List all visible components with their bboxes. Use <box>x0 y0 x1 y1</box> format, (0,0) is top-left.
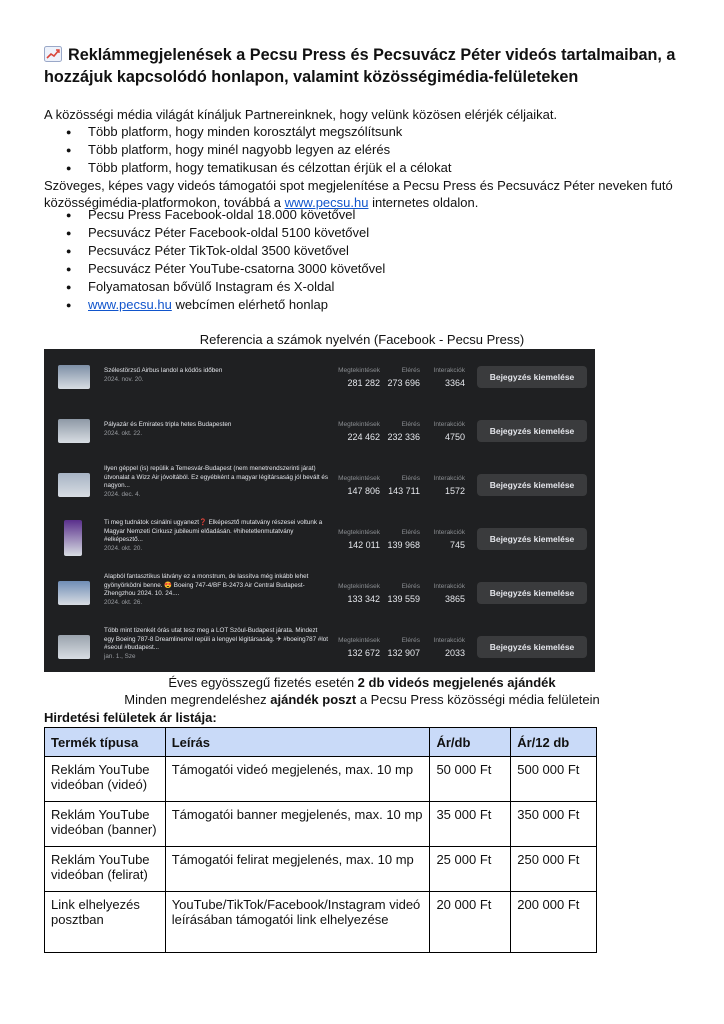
table-cell: 20 000 Ft <box>430 892 511 953</box>
post-row <box>44 565 595 619</box>
page-title <box>44 44 694 88</box>
table-cell: Link elhelyezés posztban <box>45 892 166 953</box>
boost-post-button[interactable]: Bejegyzés kiemelése <box>477 474 587 496</box>
column-header: Termék típusa <box>45 728 166 757</box>
website-suffix: webcímen elérhető honlap <box>171 297 328 312</box>
reach-stat: Elérés 139 559 <box>387 583 420 604</box>
table-cell: Támogatói videó megjelenés, max. 10 mp <box>165 757 430 802</box>
list-item: ● Több platform, hogy tematikusan és célzottan érjük el a célokat <box>44 159 451 177</box>
table-cell: 200 000 Ft <box>511 892 597 953</box>
website-link[interactable]: www.pecsu.hu <box>284 195 369 210</box>
table-cell: Reklám YouTube videóban (felirat) <box>45 847 166 892</box>
boost-post-button[interactable]: Bejegyzés kiemelése <box>477 420 587 442</box>
post-date: 2024. okt. 20. <box>104 544 143 552</box>
post-thumbnail <box>58 419 90 443</box>
boost-post-button[interactable]: Bejegyzés kiemelése <box>477 636 587 658</box>
views-stat: Megtekintések 281 282 <box>338 367 380 388</box>
post-row <box>44 349 595 403</box>
table-cell: Reklám YouTube videóban (banner) <box>45 802 166 847</box>
table-cell: 250 000 Ft <box>511 847 597 892</box>
table-row <box>45 757 597 802</box>
interactions-stat: Interakciók 3865 <box>433 583 465 604</box>
list-item: ● Több platform, hogy minden korosztályt megszólítsunk <box>44 123 451 141</box>
interactions-stat: Interakciók 2033 <box>433 637 465 658</box>
platforms-list <box>44 206 385 314</box>
boost-post-button[interactable]: Bejegyzés kiemelése <box>477 528 587 550</box>
column-header: Ár/db <box>430 728 511 757</box>
post-thumbnail <box>58 581 90 605</box>
post-row <box>44 403 595 457</box>
list-item: ● Pecsuvácz Péter Facebook-oldal 5100 követővel <box>44 224 385 242</box>
sponsor-text-end: internetes oldalon. <box>368 195 479 210</box>
table-row <box>45 802 597 847</box>
table-header-row <box>45 728 597 757</box>
table-cell: Támogatói banner megjelenés, max. 10 mp <box>165 802 430 847</box>
table-cell: 500 000 Ft <box>511 757 597 802</box>
reach-stat: Elérés 273 696 <box>387 367 420 388</box>
post-text: Alapból fantasztikus látvány ez a monstrum, de lassítva még inkább lehet gyönyörködni benne. 😍 Boeing 747-4/BF B-2473 Air Central Budapest-Zhengzhou 2024. 10. 24.... 2024. okt. 26. <box>104 573 309 606</box>
reach-stat: Elérés 232 336 <box>387 421 420 442</box>
table-cell: Támogatói felirat megjelenés, max. 10 mp <box>165 847 430 892</box>
post-date: 2024. nov. 20. <box>104 375 144 383</box>
table-row <box>45 847 597 892</box>
reach-stat: Elérés 143 711 <box>388 475 420 496</box>
table-cell: YouTube/TikTok/Facebook/Instagram videó leírásában támogatói link elhelyezése <box>165 892 430 953</box>
table-cell: 50 000 Ft <box>430 757 511 802</box>
post-thumbnail <box>58 365 90 389</box>
views-stat: Megtekintések 147 806 <box>338 475 380 496</box>
post-date: 2024. okt. 26. <box>104 598 143 606</box>
facebook-insights-panel <box>44 349 595 672</box>
post-text: Több mint tizenkét órás utat tesz meg a LOT Szöul-Budapest járata. Mindezt egy Boeing 787-8 Dreamlinerrel repüli a lengyel légitársaság. ✈ #boeing787 #lot #seoul #budapest... jan. 1., Sze <box>104 627 329 660</box>
price-list-title: Hirdetési felületek ár listája: <box>44 710 217 725</box>
column-header: Ár/12 db <box>511 728 597 757</box>
views-stat: Megtekintések 132 672 <box>338 637 380 658</box>
post-thumbnail <box>64 520 82 556</box>
reference-caption: Referencia a számok nyelvén (Facebook - Pecsu Press) <box>199 332 525 347</box>
post-text: Pályazár és Emirates tripla hetes Budapesten 2024. okt. 22. <box>104 421 232 437</box>
reach-stat: Elérés 139 968 <box>387 529 420 550</box>
sponsor-text: Szöveges, képes vagy videós támogatói spot megjelenítése a Pecsu Press és Pecsuvácz Péter neveken futó közösségimédia-platformokon, továbbá a <box>44 178 673 210</box>
annual-gift-note: Éves egyösszegű fizetés esetén 2 db videós megjelenés ajándék <box>168 675 556 690</box>
list-item <box>44 296 385 314</box>
post-row <box>44 457 595 511</box>
page-title-text: Reklámmegjelenések a Pecsu Press és Pecsuvácz Péter videós tartalmaiban, a hozzájuk kapcsolódó honlapon, valamint közösségimédia-felületeken <box>44 46 676 86</box>
table-row <box>45 892 597 953</box>
post-thumbnail <box>58 473 90 497</box>
list-item: ● Pecsu Press Facebook-oldal 18.000 követővel <box>44 206 385 224</box>
gift-highlight: ajándék poszt <box>270 692 357 707</box>
views-stat: Megtekintések 224 462 <box>338 421 380 442</box>
interactions-stat: Interakciók 4750 <box>433 421 465 442</box>
table-cell: 350 000 Ft <box>511 802 597 847</box>
website-link[interactable]: www.pecsu.hu <box>88 297 172 312</box>
post-text: Ilyen géppel (is) repülik a Temesvár-Budapest (nem menetrendszerinti járat) útvonalat a Wizz Air jóvoltából. Ez egyébként a magyar légitársaság jól bevált és nagyon... 2024. dec. 4. <box>104 465 329 498</box>
table-cell: 25 000 Ft <box>430 847 511 892</box>
post-thumbnail <box>58 635 90 659</box>
interactions-stat: Interakciók 745 <box>433 529 465 550</box>
post-date: jan. 1., Sze <box>104 652 136 660</box>
interactions-stat: Interakciók 3364 <box>433 367 465 388</box>
intro-text: A közösségi média világát kínáljuk Partnereinknek, hogy velünk közösen elérjék céljaikat. <box>44 107 558 122</box>
post-row <box>44 511 595 565</box>
views-stat: Megtekintések 142 011 <box>338 529 380 550</box>
gift-highlight: 2 db videós megjelenés ajándék <box>357 675 556 690</box>
list-item: ● Pecsuvácz Péter YouTube-csatorna 3000 követővel <box>44 260 385 278</box>
post-row <box>44 619 595 673</box>
column-header: Leírás <box>165 728 430 757</box>
chart-increasing-icon <box>44 46 62 62</box>
list-item: ● Folyamatosan bővülő Instagram és X-oldal <box>44 278 385 296</box>
post-text: Ti meg tudnátok csinálni ugyanezt❓ Elképesztő mutatvány részesei voltunk a Magyar Nemzeti Cirkusz jubileumi előadásán. #hihetetlenmutatvány #elképesztő... 2024. okt. 20. <box>104 519 323 552</box>
post-text: Szélestörzsű Airbus landol a ködös időben 2024. nov. 20. <box>104 367 223 383</box>
post-date: 2024. okt. 22. <box>104 429 143 437</box>
order-gift-note: Minden megrendeléshez ajándék poszt a Pecsu Press közösségi média felületein <box>124 692 600 707</box>
goals-list <box>44 123 451 177</box>
interactions-stat: Interakciók 1572 <box>433 475 465 496</box>
table-cell: Reklám YouTube videóban (videó) <box>45 757 166 802</box>
price-table <box>44 727 597 953</box>
reach-stat: Elérés 132 907 <box>387 637 420 658</box>
views-stat: Megtekintések 133 342 <box>338 583 380 604</box>
boost-post-button[interactable]: Bejegyzés kiemelése <box>477 366 587 388</box>
table-cell: 35 000 Ft <box>430 802 511 847</box>
list-item: ● Pecsuvácz Péter TikTok-oldal 3500 követővel <box>44 242 385 260</box>
list-item: ● Több platform, hogy minél nagyobb legyen az elérés <box>44 141 451 159</box>
boost-post-button[interactable]: Bejegyzés kiemelése <box>477 582 587 604</box>
post-date: 2024. dec. 4. <box>104 490 141 498</box>
